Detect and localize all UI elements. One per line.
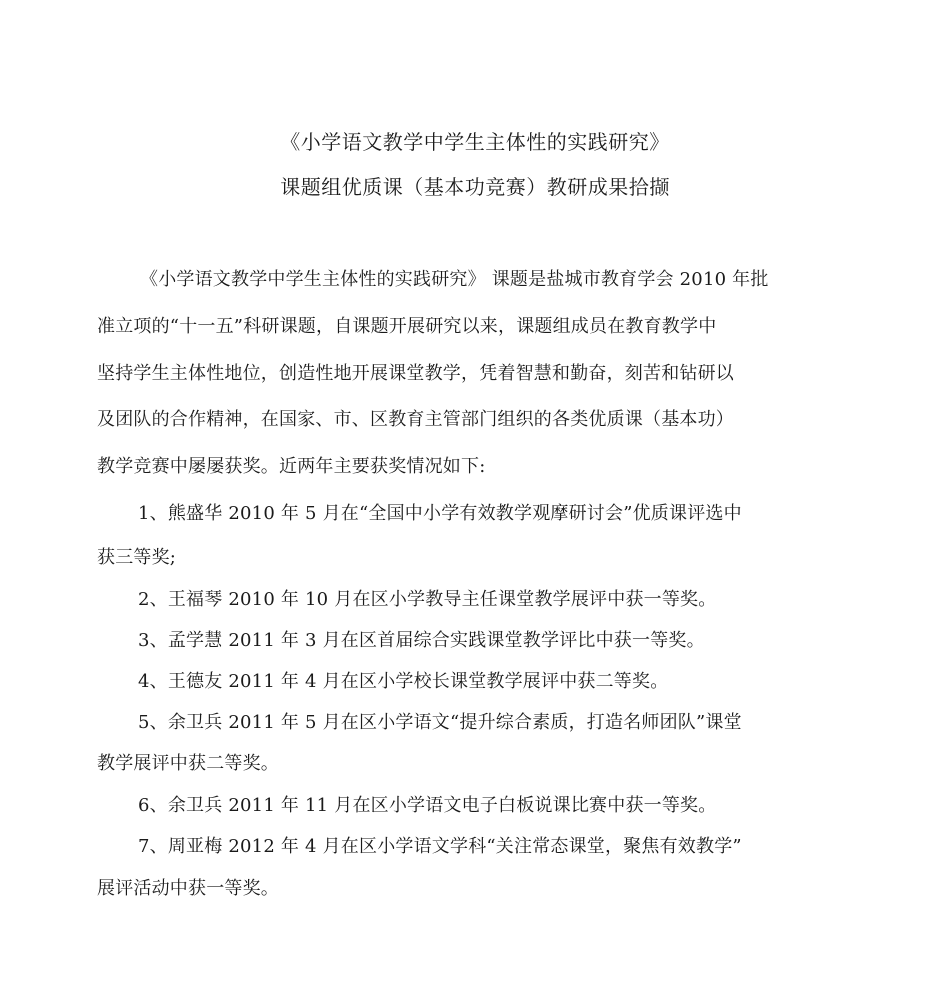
intro-line: 坚持学生主体性地位，创造性地开展课堂教学，凭着智慧和勤奋，刻苦和钻研以 <box>97 363 734 384</box>
intro-line: 《小学语文教学中学生主体性的实践研究》 课题是盐城市教育学会 2010 年批 <box>140 269 769 290</box>
title-line-1: 《小学语文教学中学生主体性的实践研究》 <box>280 130 670 154</box>
award-item-2: 2、王福琴 2010 年 10 月在区小学教导主任课堂教学展评中获一等奖。 <box>138 589 717 610</box>
award-item-4: 4、王德友 2011 年 4 月在区小学校长课堂教学展评中获二等奖。 <box>138 671 669 692</box>
intro-line: 教学竞赛中屡屡获奖。近两年主要获奖情况如下: <box>97 456 486 477</box>
award-item-1-cont: 获三等奖; <box>97 547 177 568</box>
intro-line: 准立项的“十一五”科研课题，自课题开展研究以来，课题组成员在教育教学中 <box>97 316 717 337</box>
title-line-2: 课题组优质课（基本功竞赛）教研成果拾撷 <box>280 175 670 199</box>
award-item-1: 1、熊盛华 2010 年 5 月在“全国中小学有效教学观摩研讨会”优质课评选中 <box>138 503 742 524</box>
award-item-3: 3、孟学慧 2011 年 3 月在区首届综合实践课堂教学评比中获一等奖。 <box>138 630 705 651</box>
award-item-7: 7、周亚梅 2012 年 4 月在区小学语文学科“关注常态课堂，聚焦有效教学” <box>138 836 742 857</box>
award-item-7-cont: 展评活动中获一等奖。 <box>97 878 279 899</box>
intro-line: 及团队的合作精神，在国家、市、区教育主管部门组织的各类优质课（基本功） <box>97 409 734 430</box>
award-item-5-cont: 教学展评中获二等奖。 <box>97 753 279 774</box>
award-item-6: 6、余卫兵 2011 年 11 月在区小学语文电子白板说课比赛中获一等奖。 <box>138 795 717 816</box>
award-item-5: 5、余卫兵 2011 年 5 月在区小学语文“提升综合素质，打造名师团队”课堂 <box>138 712 742 733</box>
